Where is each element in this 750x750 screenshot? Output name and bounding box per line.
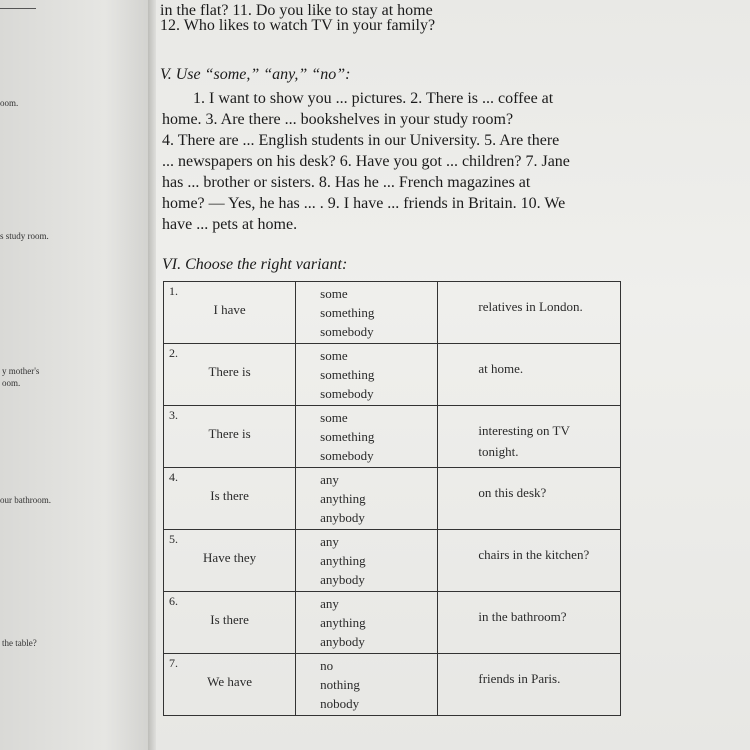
exercise-line: ... newspapers on his desk? 6. Have you got ... children? 7. Jane	[162, 153, 570, 170]
table-row	[164, 530, 621, 592]
row-options-cell	[296, 406, 438, 468]
section-5-title: V. Use “some,” “any,” “no”:	[160, 66, 351, 83]
row-subject-cell	[164, 282, 296, 344]
row-phrase: There is	[208, 426, 251, 441]
row-options-cell	[296, 282, 438, 344]
row-options-cell	[296, 654, 438, 716]
row-number: 6.	[169, 594, 178, 608]
ending-text: on this desk?	[478, 485, 547, 500]
row-subject-cell	[164, 530, 296, 592]
option: something	[320, 305, 375, 320]
ending-text: relatives in London.	[478, 299, 583, 314]
table-row	[164, 344, 621, 406]
row-options-cell	[296, 530, 438, 592]
row-phrase: Is there	[210, 612, 249, 627]
row-subject-cell	[164, 468, 296, 530]
row-options-cell	[296, 592, 438, 654]
option: something	[320, 429, 375, 444]
table-row	[164, 468, 621, 530]
margin-note: y mother's	[2, 366, 40, 376]
row-ending-cell	[438, 406, 621, 468]
row-phrase: Is there	[210, 488, 249, 503]
option: some	[320, 410, 348, 425]
top-text-line: 12. Who likes to watch TV in your family?	[160, 17, 436, 34]
row-phrase: There is	[208, 364, 251, 379]
row-number: 3.	[169, 408, 178, 422]
option: any	[320, 472, 339, 487]
top-text-line: in the flat? 11. Do you like to stay at home	[160, 2, 433, 19]
row-subject-cell	[164, 654, 296, 716]
option: somebody	[320, 324, 374, 339]
ending-text: tonight.	[478, 444, 519, 459]
option: somebody	[320, 386, 374, 401]
option: some	[320, 286, 348, 301]
table-row	[164, 282, 621, 344]
row-subject-cell	[164, 344, 296, 406]
exercise-line: 4. There are ... English students in our University. 5. Are there	[162, 132, 560, 149]
exercise-line: home? — Yes, he has ... . 9. I have ... friends in Britain. 10. We	[162, 195, 566, 212]
row-options-cell	[296, 468, 438, 530]
row-phrase: I have	[213, 302, 246, 317]
option: anybody	[320, 634, 365, 649]
margin-note: s study room.	[0, 231, 49, 241]
margin-note: oom.	[2, 378, 21, 388]
ending-text: interesting on TV	[478, 423, 570, 438]
row-ending-cell	[438, 282, 621, 344]
ending-text: at home.	[478, 361, 524, 376]
exercise-line: has ... brother or sisters. 8. Has he ... French magazines at	[162, 174, 531, 191]
ending-text: friends in Paris.	[478, 671, 561, 686]
option: no	[320, 658, 334, 673]
option: anything	[320, 491, 366, 506]
option: anybody	[320, 572, 365, 587]
margin-note: the table?	[2, 638, 37, 648]
margin-note: oom.	[0, 98, 19, 108]
row-ending-cell	[438, 530, 621, 592]
option: some	[320, 348, 348, 363]
ending-text: in the bathroom?	[478, 609, 567, 624]
option: anything	[320, 615, 366, 630]
row-number: 5.	[169, 532, 178, 546]
table-row	[164, 592, 621, 654]
row-number: 1.	[169, 284, 178, 298]
section-6-title: VI. Choose the right variant:	[162, 256, 348, 273]
row-number: 4.	[169, 470, 178, 484]
table-row	[164, 406, 621, 468]
row-ending-cell	[438, 592, 621, 654]
row-phrase: We have	[207, 674, 252, 689]
row-subject-cell	[164, 592, 296, 654]
variants-table	[163, 281, 621, 716]
exercise-line: have ... pets at home.	[162, 216, 298, 233]
row-options-cell	[296, 344, 438, 406]
corner-mark	[0, 0, 36, 9]
option: anybody	[320, 510, 365, 525]
table-row	[164, 654, 621, 716]
left-page	[0, 0, 150, 750]
margin-note: our bathroom.	[0, 495, 51, 505]
option: nobody	[320, 696, 360, 711]
option: any	[320, 596, 339, 611]
row-ending-cell	[438, 468, 621, 530]
row-number: 2.	[169, 346, 178, 360]
exercise-line: 1. I want to show you ... pictures. 2. There is ... coffee at	[193, 90, 554, 107]
exercise-line: home. 3. Are there ... bookshelves in your study room?	[162, 111, 514, 128]
option: something	[320, 367, 375, 382]
option: somebody	[320, 448, 374, 463]
row-subject-cell	[164, 406, 296, 468]
ending-text: chairs in the kitchen?	[478, 547, 590, 562]
row-number: 7.	[169, 656, 178, 670]
option: anything	[320, 553, 366, 568]
row-ending-cell	[438, 344, 621, 406]
option: nothing	[320, 677, 360, 692]
row-ending-cell	[438, 654, 621, 716]
row-phrase: Have they	[203, 550, 257, 565]
option: any	[320, 534, 339, 549]
